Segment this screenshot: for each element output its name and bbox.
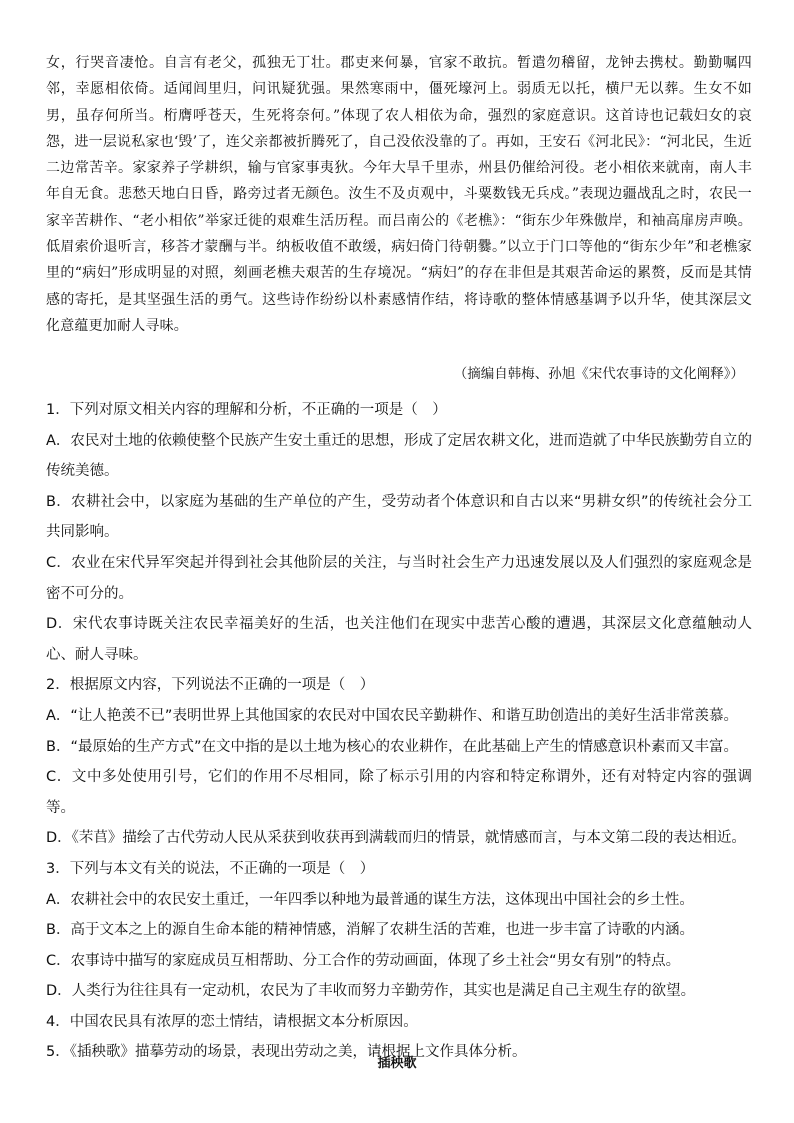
question-1-option-d: D．宋代农事诗既关注农民幸福美好的生活，也关注他们在现实中悲苦心酸的遭遇，其深层文化意蕴触动人心、耐人寻味。 bbox=[46, 616, 752, 663]
question-5-stem: 5．《插秧歌》描摹劳动的场景，表现出劳动之美，请根据上文作具体分析。 bbox=[46, 1044, 527, 1061]
question-2-option-a: A．“让人艳羡不已”表明世界上其他国家的农民对中国农民辛勤耕作、和谐互助创造出的美好生活非常羡慕。 bbox=[46, 707, 738, 724]
question-4-stem: 4．中国农民具有浓厚的恋土情结，请根据文本分析原因。 bbox=[46, 1013, 418, 1030]
poem-title: 插秧歌 bbox=[377, 1056, 417, 1071]
question-2-option-c: C．文中多处使用引号，它们的作用不尽相同，除了标示引用的内容和特定称谓外，还有对特定内容的强调等。 bbox=[46, 769, 752, 816]
passage-text: 女，行哭音凄怆。自言有老父，孤独无丁壮。郡吏来何暴，官家不敢抗。暂遣勿稽留，龙钟去携杖。勤勤嘱四邻，幸愿相依倚。适闻闾里归，问讯疑犹强。果然寒雨中，僵死壕河上。弱质无以托，横尸无以葬。生女不如男，虽存何所当。桁膺呼苍天，生死将奈何。”体现了农人相依为命，强烈的家庭意识。这首诗也记载妇女的哀怨，进一层说私家也‘毁’了，连父亲都被折腾死了，自己没依没靠的了。再如，王安石《河北民》：“河北民，生近二边常苦辛。家家养子学耕织，输与官家事夷狄。今年大旱千里赤，州县仍催给河役。老小相依来就南，南人丰年自无食。悲愁天地白日昏，路旁过者无颜色。汝生不及贞观中，斗粟数钱无兵戍。”表现边疆战乱之时，农民一家辛苦耕作、“老小相依”举家迁徙的艰难生活历程。而吕南公的《老樵》：“街东少年殊傲岸，和袖高扉房声唤。低眉索价退听言，移荅才蒙酬与半。纳板收值不敢缓，病妇倚门待朝爨。”以立于门口等他的“街东少年”和老樵家里的“病妇”形成明显的对照，刻画老樵夫艰苦的生存境况。“病妇”的存在非但是其艰苦命运的累赘，反而是其情感的寄托，是其坚强生活的勇气。这些诗作纷纷以朴素感情作结，将诗歌的整体情感基调予以升华，使其深层文化意蕴更加耐人寻味。 bbox=[46, 55, 752, 334]
question-2-stem: 2．根据原文内容，下列说法不正确的一项是（ ） bbox=[46, 677, 375, 694]
question-1-option-a: A．农民对土地的依赖使整个民族产生安土重迁的思想，形成了定居农耕文化，进而造就了中华民族勤劳自立的传统美德。 bbox=[46, 432, 752, 480]
question-3-stem: 3．下列与本文有关的说法，不正确的一项是（ ） bbox=[46, 860, 375, 877]
question-1-option-c: C．农业在宋代异军突起并得到社会其他阶层的关注，与当时社会生产力迅速发展以及人们强烈的家庭观念是密不可分的。 bbox=[46, 554, 752, 602]
question-1-stem: 1．下列对原文相关内容的理解和分析，不正确的一项是（ ） bbox=[46, 402, 447, 418]
question-3-option-d: D．人类行为往往具有一定动机，农民为了丰收而努力辛勤劳作，其实也是满足自己主观生存的欲望。 bbox=[46, 983, 696, 1000]
question-3-option-b: B．高于文本之上的源自生命本能的精神情感，消解了农耕生活的苦难，也进一步丰富了诗歌的内涵。 bbox=[46, 922, 694, 939]
passage-source: （摘编自韩梅、孙旭《宋代农事诗的文化阐释》） bbox=[453, 366, 744, 382]
questions bbox=[46, 395, 752, 1068]
question-1-option-b: B．农耕社会中，以家庭为基础的生产单位的产生，受劳动者个体意识和自古以来“男耕女织”的传统社会分工共同影响。 bbox=[46, 493, 752, 541]
question-3-option-a: A．农耕社会中的农民安土重迁，一年四季以种地为最普通的谋生方法，这体现出中国社会的乡土性。 bbox=[46, 891, 694, 908]
question-3-option-c: C．农事诗中描写的家庭成员互相帮助、分工合作的劳动画面，体现了乡土社会“男女有别”的特点。 bbox=[46, 952, 681, 969]
question-2-option-b: B．“最原始的生产方式”在文中指的是以土地为核心的农业耕作，在此基础上产生的情感意识朴素而又丰富。 bbox=[46, 738, 738, 755]
question-2-option-d: D．《芣苢》描绘了古代劳动人民从采获到收获再到满载而归的情景，就情感而言，与本文第二段的表达相近。 bbox=[46, 830, 746, 847]
